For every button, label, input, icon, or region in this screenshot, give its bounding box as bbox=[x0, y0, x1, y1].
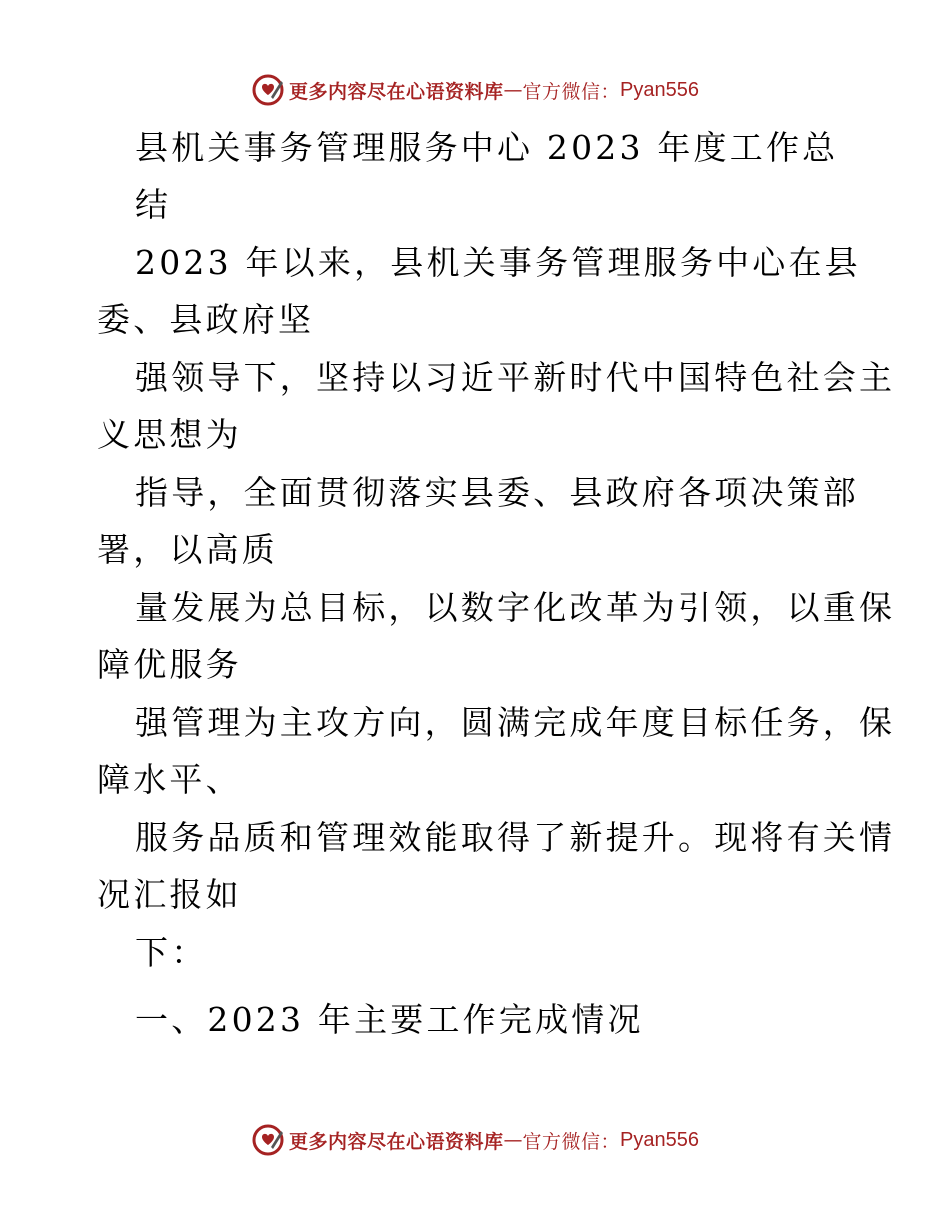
footer-banner bbox=[0, 1120, 950, 1160]
paragraph-line: 下： bbox=[135, 933, 208, 972]
banner-wechat-label: 官方微信： bbox=[522, 1130, 621, 1153]
paragraph-line: 强管理为主攻方向，圆满完成年度目标任务，保 bbox=[135, 703, 896, 742]
paragraph-line: 义思想为 bbox=[97, 415, 242, 454]
paragraph-line: 量发展为总目标，以数字化改革为引领，以重保 bbox=[135, 588, 896, 627]
paragraph-line: 强领导下，坚持以习近平新时代中国特色社会主 bbox=[135, 358, 896, 397]
paragraph-line: 指导，全面贯彻落实县委、县政府各项决策部 bbox=[135, 473, 859, 512]
banner-separator: — bbox=[503, 79, 523, 101]
paragraph-line: 障水平、 bbox=[97, 760, 242, 799]
banner-brand-text: 更多内容尽在心语资料库 bbox=[289, 80, 504, 103]
document-title-line-2: 结 bbox=[135, 185, 172, 224]
header-banner bbox=[0, 70, 950, 110]
paragraph-line: 2023 年以来，县机关事务管理服务中心在县 bbox=[135, 243, 861, 282]
heart-pen-logo-icon bbox=[251, 73, 285, 107]
paragraph-line: 障优服务 bbox=[97, 645, 242, 684]
paragraph-line: 委、县政府坚 bbox=[97, 300, 315, 339]
banner-brand-text: 更多内容尽在心语资料库 bbox=[289, 1130, 504, 1153]
paragraph-line: 署，以高质 bbox=[97, 530, 278, 569]
banner-wechat-id: Pyan556 bbox=[620, 78, 699, 101]
heart-pen-logo-icon bbox=[251, 1123, 285, 1157]
section-heading: 一、2023 年主要工作完成情况 bbox=[135, 1000, 644, 1039]
document-title-line-1: 县机关事务管理服务中心 2023 年度工作总 bbox=[135, 128, 839, 167]
banner-separator: — bbox=[503, 1129, 523, 1151]
paragraph-line: 况汇报如 bbox=[97, 875, 242, 914]
paragraph-line: 服务品质和管理效能取得了新提升。现将有关情 bbox=[135, 818, 896, 857]
banner-wechat-label: 官方微信： bbox=[522, 80, 621, 103]
banner-wechat-id: Pyan556 bbox=[620, 1128, 699, 1151]
